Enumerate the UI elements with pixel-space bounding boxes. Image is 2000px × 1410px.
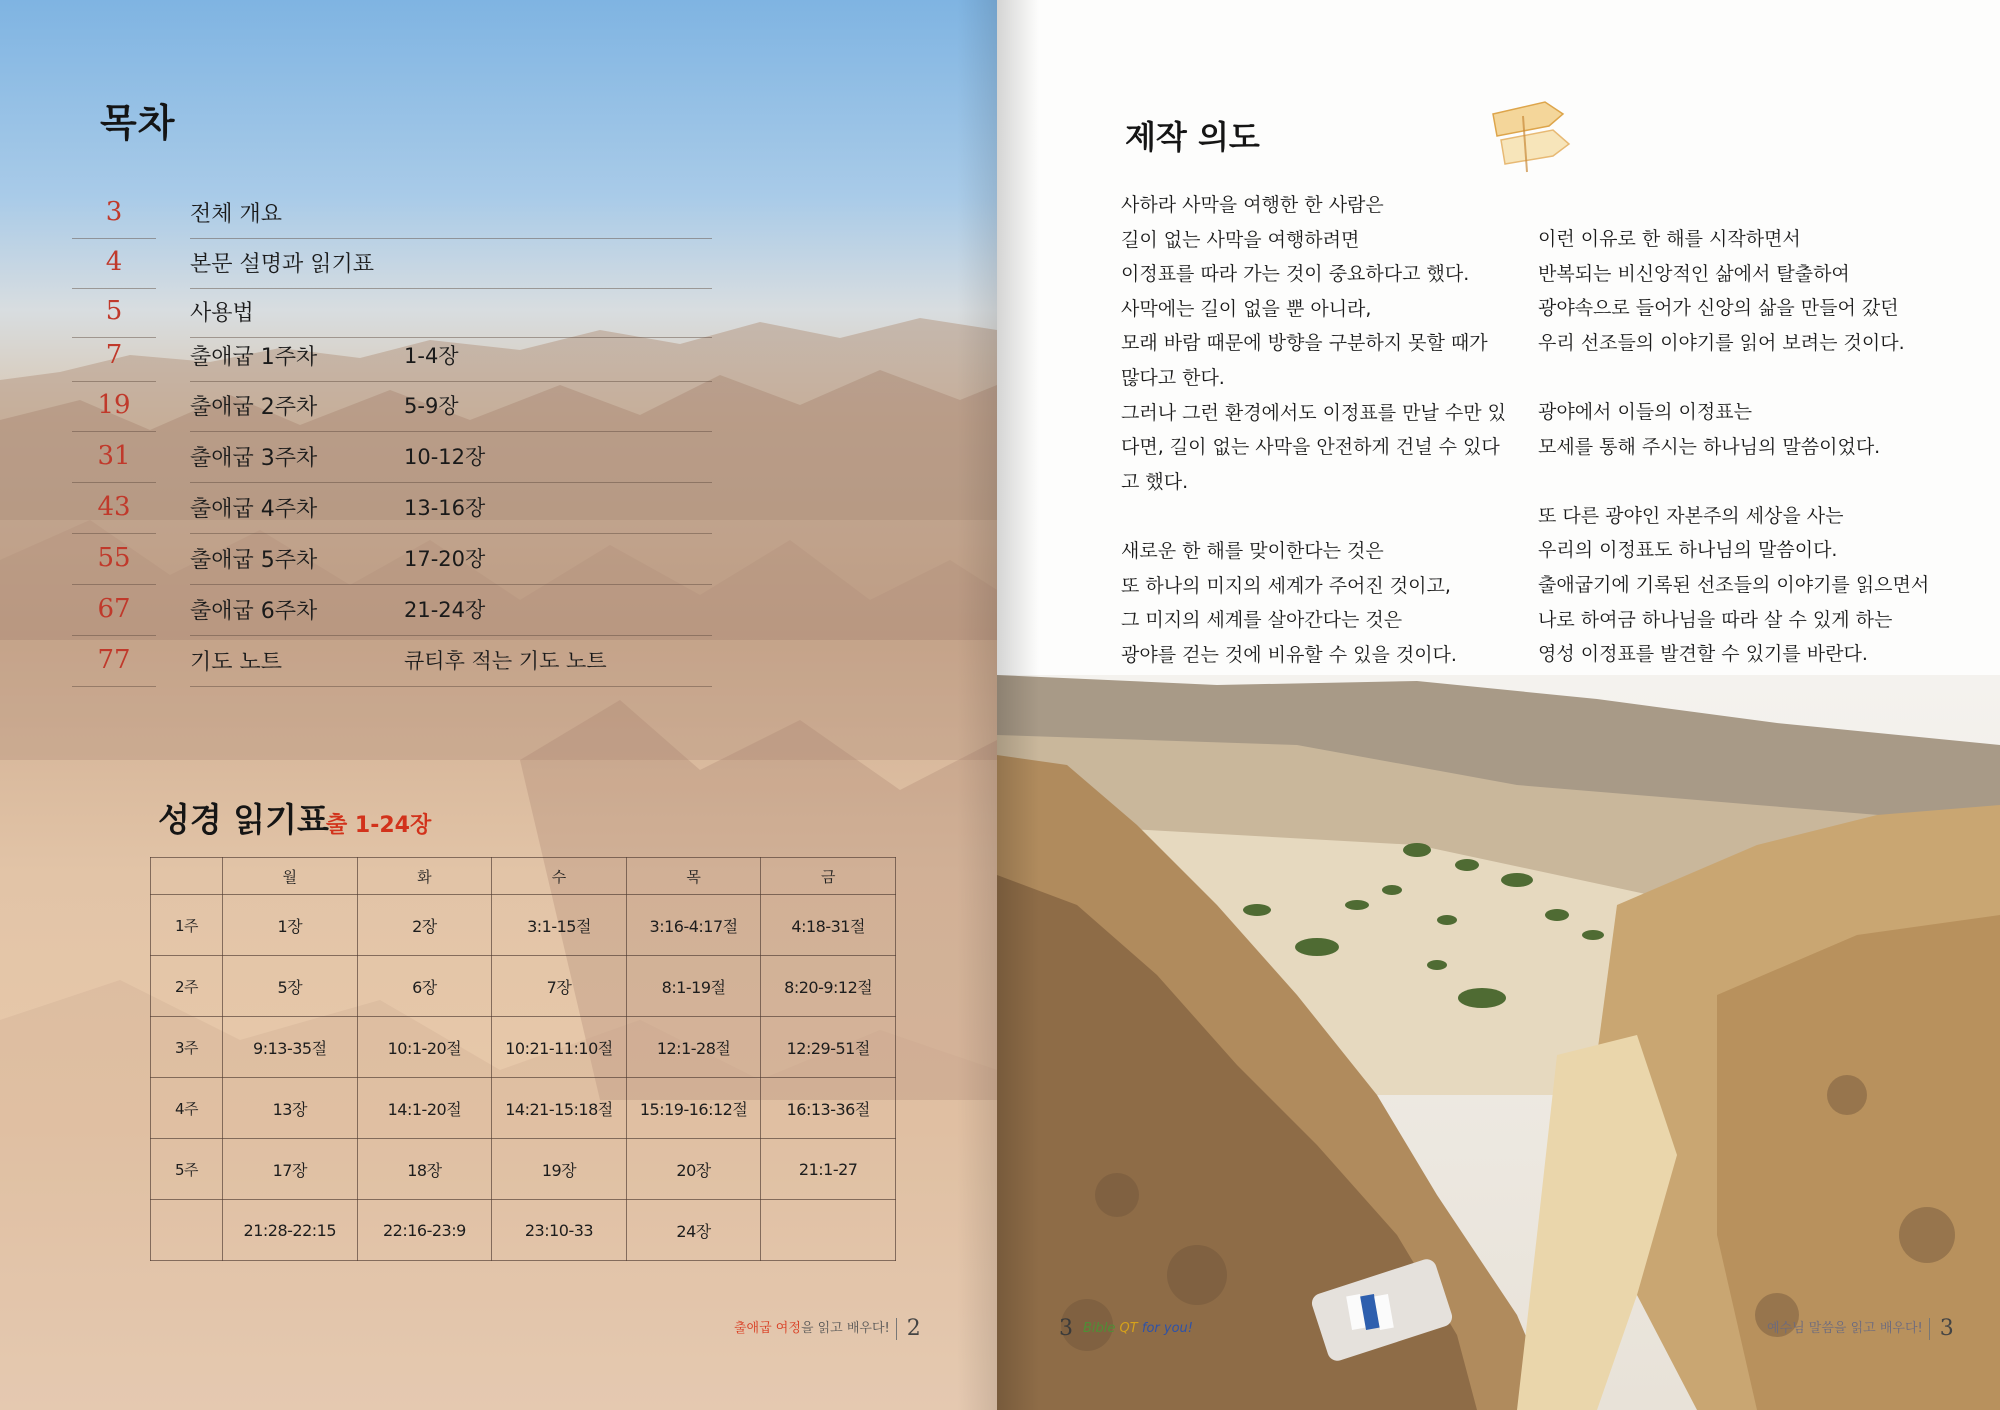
toc-label: 출애굽 1주차	[190, 345, 318, 370]
text-line: 광야에서 이들의 이정표는	[1538, 400, 1752, 423]
toc-row	[72, 189, 712, 239]
toc-label: 기도 노트	[190, 650, 283, 675]
table-cell: 3:16-4:17절	[626, 895, 761, 956]
right-gutter-shadow	[997, 0, 1039, 1410]
text-line: 많다고 한다.	[1121, 366, 1225, 389]
table-cell: 4:18-31절	[761, 895, 896, 956]
table-row	[151, 1017, 896, 1078]
header-cell-blank	[151, 858, 223, 895]
toc-sub: 10-12장	[404, 445, 486, 469]
toc-page-number: 5	[105, 296, 123, 326]
table-cell: 3:1-15절	[492, 895, 627, 956]
brand-part: for you!	[1141, 1321, 1193, 1336]
table-cell	[761, 1200, 896, 1261]
text-line: 우리의 이정표도 하나님의 말씀이다.	[1538, 539, 1838, 562]
table-cell: 12:1-28절	[626, 1017, 761, 1078]
text-line: 또 다른 광야인 자본주의 세상을 사는	[1538, 504, 1844, 527]
text-line: 새로운 한 해를 맞이한다는 것은	[1121, 539, 1384, 562]
table-cell: 15:19-16:12절	[626, 1078, 761, 1139]
table-cell: 14:21-15:18절	[492, 1078, 627, 1139]
text-line: 고 했다.	[1121, 470, 1189, 493]
toc-title: 목차	[100, 101, 176, 145]
text-line: 사막에는 길이 없을 뿐 아니라,	[1121, 297, 1372, 320]
text-line: 영성 이정표를 발견할 수 있기를 바란다.	[1538, 643, 1868, 666]
week-cell	[151, 1200, 223, 1261]
footer-right-brand	[1059, 1316, 1193, 1341]
left-page	[0, 0, 997, 1410]
text-line: 또 하나의 미지의 세계가 주어진 것이고,	[1121, 574, 1451, 597]
toc-row	[72, 535, 712, 585]
toc-row	[72, 382, 712, 432]
table-cell: 23:10-33	[492, 1200, 627, 1261]
toc-row	[72, 484, 712, 534]
paragraph	[1538, 222, 1938, 360]
week-cell: 2주	[151, 956, 223, 1017]
table-cell: 9:13-35절	[223, 1017, 358, 1078]
paragraph	[1538, 499, 1938, 672]
toc-page-number: 3	[105, 197, 123, 227]
table-cell: 8:20-9:12절	[761, 956, 896, 1017]
toc-row	[72, 239, 712, 289]
paragraph	[1121, 534, 1521, 672]
toc-label: 출애굽 5주차	[190, 548, 318, 573]
header-cell-fri: 금	[761, 858, 896, 895]
toc-sub: 5-9장	[404, 394, 459, 418]
text-line: 모세를 통해 주시는 하나님의 말씀이었다.	[1538, 435, 1881, 458]
right-page	[997, 0, 2000, 1410]
toc-rule	[190, 584, 712, 585]
page-number: 3	[1059, 1316, 1073, 1341]
table-cell: 18장	[357, 1139, 492, 1200]
text-line: 그러나 그런 환경에서도 이정표를 만날 수만 있	[1121, 401, 1506, 424]
toc-page-number: 43	[97, 492, 131, 522]
table-row	[151, 895, 896, 956]
table-row	[151, 1078, 896, 1139]
table-cell: 17장	[223, 1139, 358, 1200]
table-cell: 10:1-20절	[357, 1017, 492, 1078]
text-line: 나로 하여금 하나님을 따라 살 수 있게 하는	[1538, 608, 1893, 631]
table-cell: 22:16-23:9	[357, 1200, 492, 1261]
footer-highlight: 출애굽 여정	[734, 1321, 801, 1336]
toc-row	[72, 637, 712, 687]
table-cell: 10:21-11:10절	[492, 1017, 627, 1078]
footer-text: 예수님 말씀을 읽고 배우다!	[1767, 1321, 1923, 1336]
footer-right-tagline	[1767, 1316, 1954, 1341]
toc-rule	[190, 686, 712, 687]
table-cell: 20장	[626, 1139, 761, 1200]
intent-title: 제작 의도	[1125, 118, 1260, 156]
footer-text: 을 읽고 배우다!	[800, 1321, 890, 1336]
table-row	[151, 1139, 896, 1200]
toc-rule	[190, 533, 712, 534]
table-cell: 1장	[223, 895, 358, 956]
toc-rule	[72, 635, 156, 636]
table-cell: 16:13-36절	[761, 1078, 896, 1139]
text-line: 이정표를 따라 가는 것이 중요하다고 했다.	[1121, 263, 1470, 286]
header-cell-thu: 목	[626, 858, 761, 895]
toc-label: 본문 설명과 읽기표	[190, 252, 375, 277]
intent-column-right	[1538, 222, 1938, 706]
toc-row	[72, 288, 712, 338]
table-cell: 8:1-19절	[626, 956, 761, 1017]
reading-plan-table	[150, 857, 896, 1261]
text-line: 모래 바람 때문에 방향을 구분하지 못할 때가	[1121, 332, 1488, 355]
header-cell-wed: 수	[492, 858, 627, 895]
toc-row	[72, 586, 712, 636]
week-cell: 4주	[151, 1078, 223, 1139]
toc-rule	[72, 584, 156, 585]
toc-page-number: 67	[97, 594, 131, 624]
text-line: 광야속으로 들어가 신앙의 삶을 만들어 갔던	[1538, 297, 1899, 320]
left-gutter-shadow	[957, 0, 997, 1410]
toc-label: 출애굽 6주차	[190, 599, 318, 624]
table-cell: 19장	[492, 1139, 627, 1200]
table-cell: 21:28-22:15	[223, 1200, 358, 1261]
toc-sub: 21-24장	[404, 598, 486, 622]
page-number: 3	[1939, 1316, 1954, 1341]
toc-page-number: 31	[97, 441, 131, 471]
text-line: 이런 이유로 한 해를 시작하면서	[1538, 228, 1801, 250]
text-line: 다면, 길이 없는 사막을 안전하게 건널 수 있다	[1121, 436, 1500, 459]
text-line: 반복되는 비신앙적인 삶에서 탈출하여	[1538, 262, 1850, 285]
toc-sub: 13-16장	[404, 496, 486, 520]
table-cell: 7장	[492, 956, 627, 1017]
signpost-icon	[1483, 96, 1573, 176]
week-cell: 3주	[151, 1017, 223, 1078]
toc-label: 출애굽 3주차	[190, 446, 318, 471]
table-cell: 21:1-27	[761, 1139, 896, 1200]
toc-sub: 큐티후 적는 기도 노트	[404, 649, 607, 673]
toc-page-number: 19	[97, 390, 131, 420]
toc-page-number: 4	[105, 247, 123, 277]
toc-rule	[190, 635, 712, 636]
toc-rule	[72, 431, 156, 432]
toc-rule	[72, 686, 156, 687]
toc-label: 전체 개요	[190, 202, 283, 227]
table-row	[151, 1200, 896, 1261]
toc-row	[72, 332, 712, 382]
page-number: 2	[906, 1316, 921, 1341]
reading-plan-title: 성경 읽기표	[158, 800, 329, 839]
table-cell: 2장	[357, 895, 492, 956]
toc-label: 출애굽 4주차	[190, 497, 318, 522]
toc-label: 사용법	[190, 301, 254, 326]
table-cell: 14:1-20절	[357, 1078, 492, 1139]
toc-rule	[72, 482, 156, 483]
brand-part: QT	[1119, 1321, 1138, 1336]
week-cell: 1주	[151, 895, 223, 956]
text-line: 그 미지의 세계를 살아간다는 것은	[1121, 609, 1403, 632]
paragraph	[1538, 395, 1938, 464]
reading-plan-subtitle: 출 1-24장	[326, 813, 432, 838]
toc-rule	[190, 482, 712, 483]
text-line: 사하라 사막을 여행한 한 사람은	[1121, 194, 1384, 216]
footer-divider	[1929, 1318, 1930, 1340]
toc-sub: 17-20장	[404, 547, 486, 571]
header-cell-tue: 화	[357, 858, 492, 895]
toc-page-number: 77	[97, 645, 131, 675]
toc-label: 출애굽 2주차	[190, 395, 318, 420]
toc-row	[72, 433, 712, 483]
toc-rule	[72, 533, 156, 534]
text-line: 광야를 걷는 것에 비유할 수 있을 것이다.	[1121, 643, 1457, 666]
header-cell-mon: 월	[223, 858, 358, 895]
toc-page-number: 7	[105, 340, 123, 370]
week-cell: 5주	[151, 1139, 223, 1200]
footer-divider	[896, 1318, 897, 1340]
brand-part: Bible	[1083, 1321, 1116, 1336]
table-cell: 12:29-51절	[761, 1017, 896, 1078]
table-cell: 5장	[223, 956, 358, 1017]
toc-sub: 1-4장	[404, 344, 459, 368]
text-line: 길이 없는 사막을 여행하려면	[1121, 228, 1360, 251]
footer-left	[734, 1316, 921, 1341]
intent-column-left	[1121, 188, 1521, 707]
table-cell: 24장	[626, 1200, 761, 1261]
table-header-row	[151, 858, 896, 895]
table-row	[151, 956, 896, 1017]
text-line: 출애굽기에 기록된 선조들의 이야기를 읽으면서	[1538, 573, 1930, 596]
toc-page-number: 55	[97, 543, 131, 573]
table-cell: 13장	[223, 1078, 358, 1139]
paragraph	[1121, 188, 1521, 499]
table-cell: 6장	[357, 956, 492, 1017]
toc-rule	[190, 431, 712, 432]
text-line: 우리 선조들의 이야기를 읽어 보려는 것이다.	[1538, 331, 1905, 354]
desert-canyon-photo	[997, 675, 2000, 1410]
